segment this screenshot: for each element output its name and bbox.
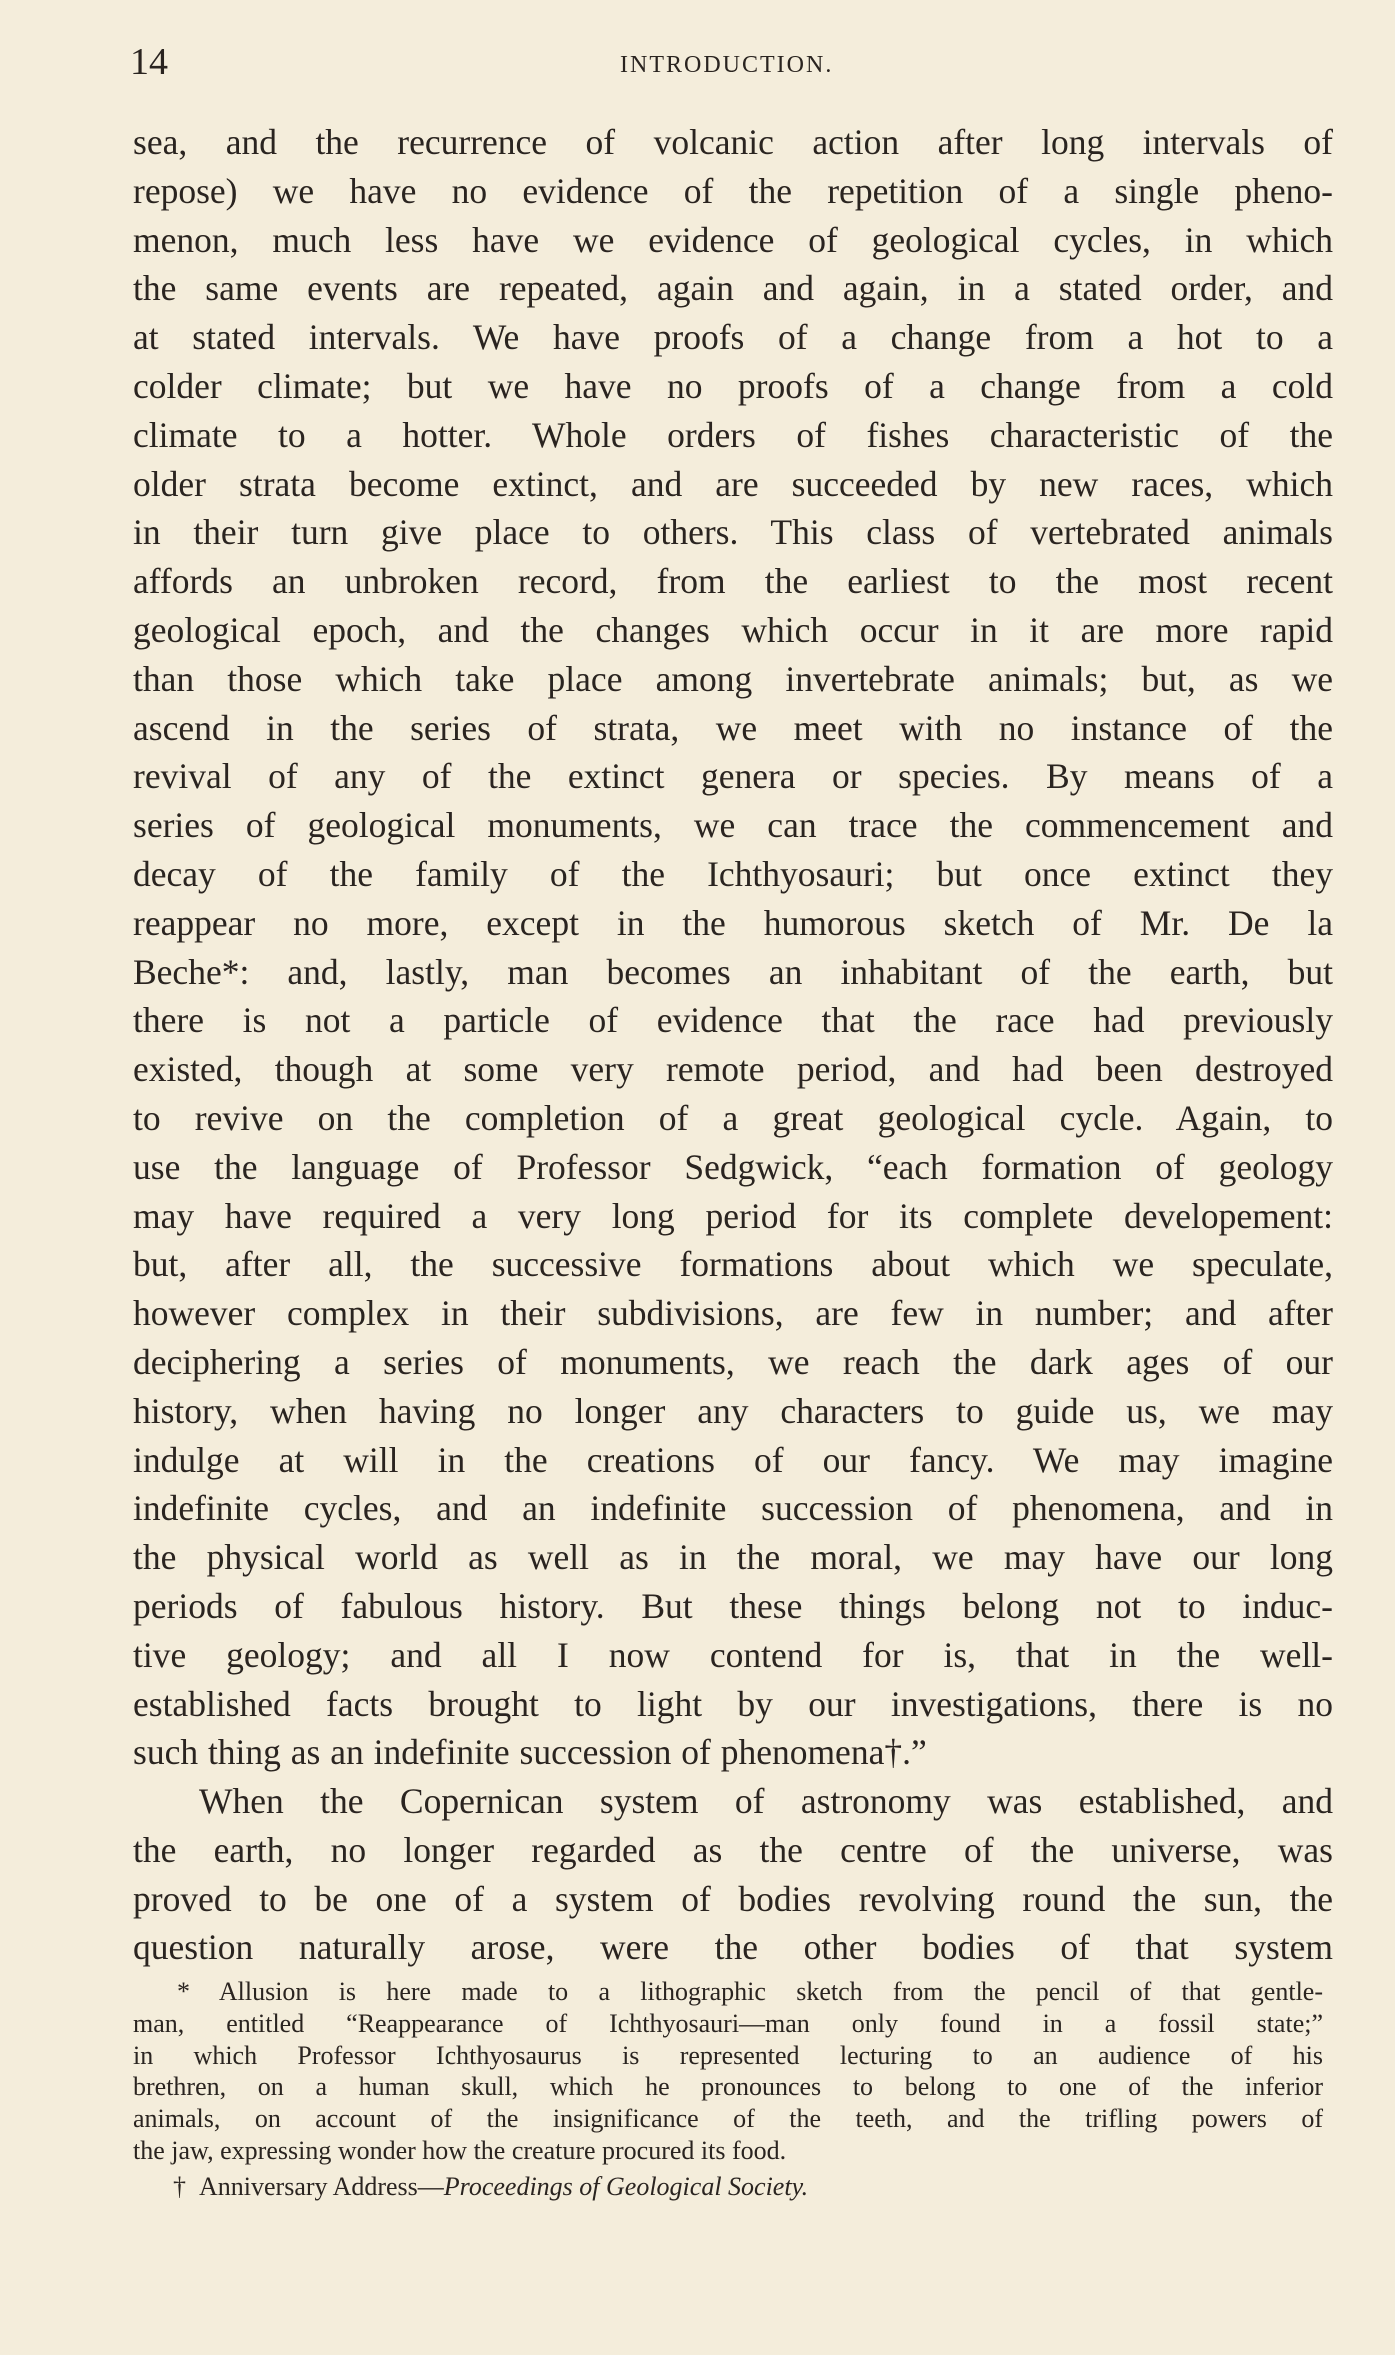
text-line: deciphering a series of monuments, we reach the dark ages of our bbox=[133, 1341, 1333, 1382]
dagger-mark: † bbox=[173, 2171, 186, 2201]
footnote-dagger-italic: Proceedings of Geological Society. bbox=[443, 2171, 809, 2201]
text-line: existed, though at some very remote period, and had been destroyed bbox=[133, 1049, 1333, 1090]
footnote-dagger bbox=[133, 2171, 1323, 2203]
text-line: established facts brought to light by our investigations, there is no bbox=[133, 1683, 1333, 1724]
text-line: in their turn give place to others. This class of vertebrated animals bbox=[133, 512, 1333, 553]
footnotes bbox=[133, 1976, 1323, 2203]
text-line: periods of fabulous history. But these things belong not to induc- bbox=[133, 1585, 1333, 1626]
footnote-line: in which Professor Ichthyosaurus is represented lecturing to an audience of his bbox=[133, 2040, 1323, 2070]
text-line: use the language of Professor Sedgwick, “each formation of geology bbox=[133, 1146, 1333, 1187]
text-line: menon, much less have we evidence of geological cycles, in which bbox=[133, 219, 1333, 260]
text-line: tive geology; and all I now contend for is, that in the well- bbox=[133, 1634, 1333, 1675]
body-text bbox=[133, 118, 1333, 1972]
text-line: geological epoch, and the changes which occur in it are more rapid bbox=[133, 609, 1333, 650]
text-line: series of geological monuments, we can trace the commencement and bbox=[133, 805, 1333, 846]
text-line: there is not a particle of evidence that the race had previously bbox=[133, 1000, 1333, 1041]
text-line: however complex in their subdivisions, are few in number; and after bbox=[133, 1293, 1333, 1334]
text-line: the same events are repeated, again and again, in a stated order, and bbox=[133, 268, 1333, 309]
text-line: climate to a hotter. Whole orders of fishes characteristic of the bbox=[133, 414, 1333, 455]
text-line: than those which take place among invertebrate animals; but, as we bbox=[133, 658, 1333, 699]
text-line: the physical world as well as in the moral, we may have our long bbox=[133, 1537, 1333, 1578]
footnote-line: animals, on account of the insignificance of the teeth, and the trifling powers of bbox=[133, 2104, 1323, 2134]
text-line: at stated intervals. We have proofs of a change from a hot to a bbox=[133, 317, 1333, 358]
text-line: question naturally arose, were the other bodies of that system bbox=[133, 1927, 1333, 1968]
footnote-dagger-text: Anniversary Address— bbox=[199, 2171, 444, 2201]
page-number: 14 bbox=[130, 41, 168, 83]
text-line: indulge at will in the creations of our fancy. We may imagine bbox=[133, 1439, 1333, 1480]
text-line: to revive on the completion of a great geological cycle. Again, to bbox=[133, 1097, 1333, 1138]
text-line: revival of any of the extinct genera or species. By means of a bbox=[133, 756, 1333, 797]
text-line: sea, and the recurrence of volcanic action after long intervals of bbox=[133, 122, 1333, 162]
running-head: INTRODUCTION. bbox=[620, 52, 834, 78]
text-line: the earth, no longer regarded as the centre of the universe, was bbox=[133, 1829, 1333, 1870]
text-line: When the Copernican system of astronomy was established, and bbox=[199, 1781, 1333, 1822]
page-header bbox=[130, 40, 1330, 83]
text-line: repose) we have no evidence of the repetition of a single pheno- bbox=[133, 170, 1333, 211]
text-line: colder climate; but we have no proofs of a change from a cold bbox=[133, 365, 1333, 406]
footnote-line: * Allusion is here made to a lithographic sketch from the pencil of that gentle- bbox=[177, 1977, 1323, 2006]
footnote-line: man, entitled “Reappearance of Ichthyosauri—man only found in a fossil state;” bbox=[133, 2008, 1323, 2038]
footnote-line: brethren, on a human skull, which he pronounces to belong to one of the inferior bbox=[133, 2072, 1323, 2102]
text-line: such thing as an indefinite succession of phenomena†.” bbox=[133, 1732, 927, 1773]
text-line: indefinite cycles, and an indefinite succession of phenomena, and in bbox=[133, 1488, 1333, 1529]
text-line: may have required a very long period for its complete developement: bbox=[133, 1195, 1333, 1236]
text-line: decay of the family of the Ichthyosauri; but once extinct they bbox=[133, 853, 1333, 894]
text-line: affords an unbroken record, from the earliest to the most recent bbox=[133, 561, 1333, 602]
text-line: Beche*: and, lastly, man becomes an inhabitant of the earth, but bbox=[133, 951, 1333, 992]
footnote-line: the jaw, expressing wonder how the creature procured its food. bbox=[133, 2135, 787, 2165]
text-line: older strata become extinct, and are succeeded by new races, which bbox=[133, 463, 1333, 504]
text-line: but, after all, the successive formations about which we speculate, bbox=[133, 1244, 1333, 1285]
text-line: proved to be one of a system of bodies revolving round the sun, the bbox=[133, 1878, 1333, 1919]
text-line: reappear no more, except in the humorous sketch of Mr. De la bbox=[133, 902, 1333, 943]
text-line: history, when having no longer any characters to guide us, we may bbox=[133, 1390, 1333, 1431]
text-line: ascend in the series of strata, we meet with no instance of the bbox=[133, 707, 1333, 748]
